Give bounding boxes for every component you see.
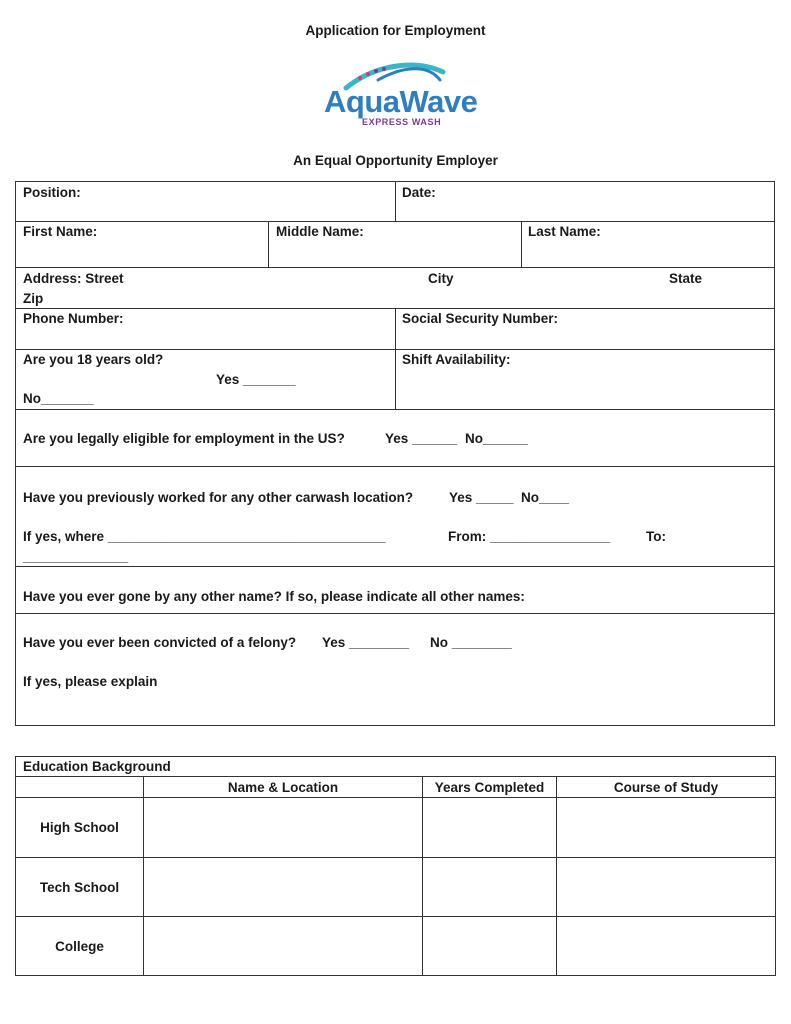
- address-street-label: Address: Street: [23, 271, 124, 286]
- state-label: State: [669, 271, 703, 286]
- carwash-to-label: To:: [646, 529, 666, 544]
- age-yes-option: Yes _______: [216, 372, 296, 387]
- eeo-subtitle: An Equal Opportunity Employer: [293, 153, 498, 168]
- carwash-question: Have you previously worked for any other carwash location?: [23, 490, 414, 505]
- carwash-from-field: From: ________________: [448, 529, 611, 544]
- middle-name-label: Middle Name:: [276, 224, 364, 239]
- column-header-name-location: Name & Location: [227, 780, 339, 795]
- shift-availability-label: Shift Availability:: [402, 352, 511, 367]
- city-label: City: [428, 271, 454, 286]
- row-label-college: College: [55, 939, 104, 954]
- row-label-tech-school: Tech School: [39, 880, 120, 895]
- row-label-high-school: High School: [40, 820, 119, 835]
- carwash-where-field: If yes, where _____________________________________: [23, 529, 386, 544]
- felony-explain-label: If yes, please explain: [23, 674, 158, 689]
- education-title: Education Background: [23, 759, 171, 774]
- age-no-option: No_______: [23, 391, 94, 406]
- age-question: Are you 18 years old?: [23, 352, 164, 367]
- other-names-question: Have you ever gone by any other name? If so, please indicate all other names:: [23, 589, 525, 604]
- zip-label: Zip: [23, 291, 44, 306]
- carwash-no-option: No____: [521, 490, 570, 505]
- date-label: Date:: [402, 185, 436, 200]
- eligibility-yes-option: Yes ______: [385, 431, 458, 446]
- eligibility-question: Are you legally eligible for employment in the US?: [23, 431, 345, 446]
- felony-question: Have you ever been convicted of a felony?: [23, 635, 297, 650]
- felony-no-option: No ________: [430, 635, 512, 650]
- position-label: Position:: [23, 185, 81, 200]
- last-name-label: Last Name:: [528, 224, 601, 239]
- column-header-years-completed: Years Completed: [434, 780, 545, 795]
- phone-label: Phone Number:: [23, 311, 124, 326]
- page-title: Application for Employment: [305, 23, 486, 38]
- carwash-to-line: ______________: [23, 549, 129, 564]
- ssn-label: Social Security Number:: [402, 311, 559, 326]
- first-name-label: First Name:: [23, 224, 98, 239]
- logo-tagline: EXPRESS WASH: [362, 117, 442, 127]
- aquawave-logo: [318, 58, 478, 133]
- felony-yes-option: Yes ________: [322, 635, 410, 650]
- eligibility-no-option: No______: [465, 431, 529, 446]
- column-header-course-of-study: Course of Study: [613, 780, 719, 795]
- carwash-yes-option: Yes _____: [449, 490, 514, 505]
- logo-wordmark: AquaWave: [324, 84, 478, 119]
